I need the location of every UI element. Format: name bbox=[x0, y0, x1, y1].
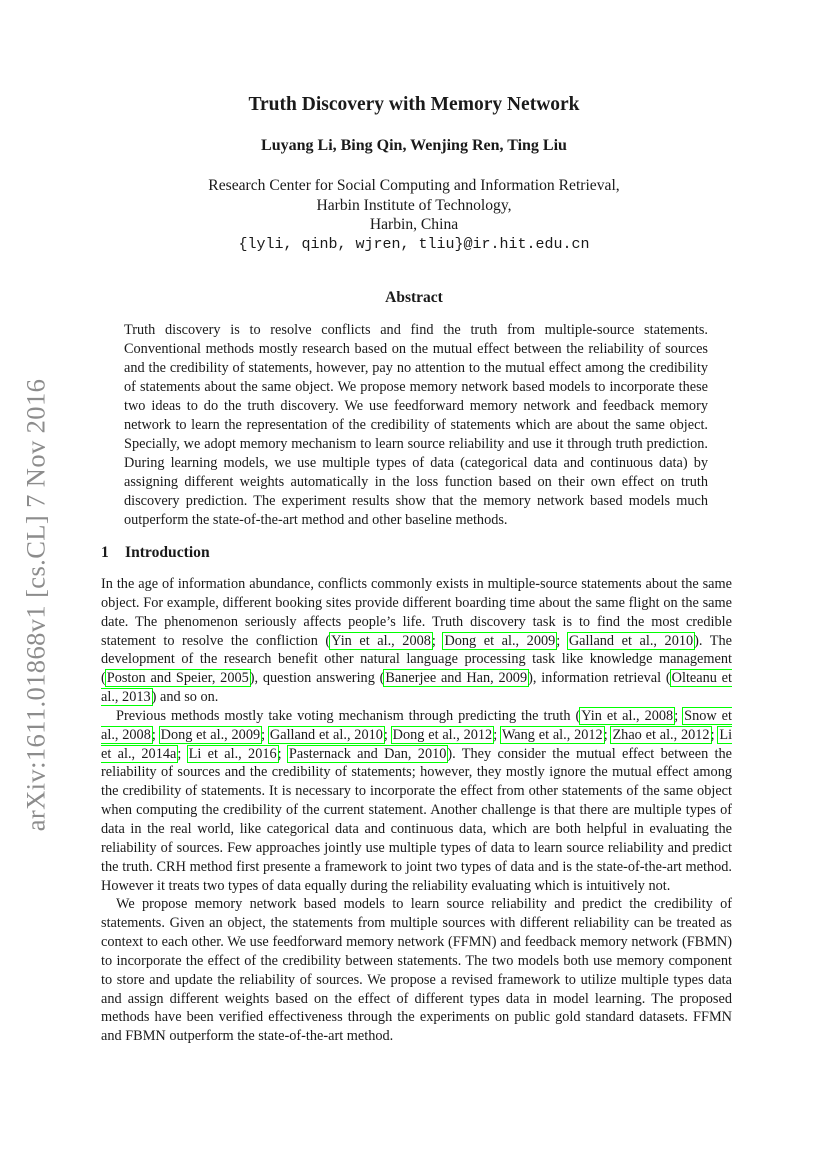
citation-link[interactable]: Yin et al., 2008 bbox=[331, 632, 431, 649]
introduction-body bbox=[101, 575, 732, 1046]
abstract-text: Truth discovery is to resolve conflicts and find the truth from multiple-source statements. Conventional methods mostly research based on the mutual effect between the reliability of sources and the credibility of statements, however, pay no attention to the mutual effect among the credibility of statements about the same object. We propose memory network based models to incorporate these two ideas to do the truth discovery. We use feedforward memory network and feedback memory network to learn the representation of the credibility of statements which are about the same object. Specially, we adopt memory mechanism to learn source reliability and use it through truth prediction. During learning models, we use multiple types of data (categorical data and continuous data) by assigning different weights automatically in the loss function based on their own effect on truth discovery prediction. The experiment results show that the memory network based models much outperform the state-of-the-art method and other baseline methods. bbox=[124, 322, 708, 528]
citation-link[interactable]: Dong et al., 2009 bbox=[444, 632, 556, 649]
paragraph: Previous methods mostly take voting mechanism through predicting the truth (Yin et al., 2008; Snow et al., 2008; Dong et al., 2009; Galland et al., 2010; Dong et al., 2012; Wang et al., 2012; Zhao et al., 2012; Li et al., 2014a; Li et al., 2016; Pasternack and Dan, 2010). They consider the mutual effect between the reliability of sources and the credibility of statements; however, they mostly ignore the mutual effect among the credibility of statements. It is necessary to incorporate the effect from other statements of the same object when computing the credibility of the current statement. Another challenge is that there are multiple types of data in the real world, like categorical data and continuous data, which are both helpful in evaluating the reliability of sources. Few approaches jointly use multiple types of data to learn source reliability and predict the truth. CRH method first presente a framework to joint two types of data and is the state-of-the-art method. However it treats two types of data equally during the reliability evaluating which is intuitively not. bbox=[101, 707, 733, 894]
affiliation-block bbox=[0, 176, 828, 254]
paper-title: Truth Discovery with Memory Network bbox=[248, 94, 580, 115]
citation-link[interactable]: Wang et al., 2012 bbox=[501, 726, 603, 743]
paragraph: In the age of information abundance, conflicts commonly exists in multiple-source statements about the same object. For example, different booking sites provide different boarding time about the same flight on the same date. The phenomenon seriously affects people’s life. Truth discovery task is to find the most credible statement to resolve the confliction (Yin et al., 2008; Dong et al., 2009; Galland et al., 2010). The development of the research benefit other natural language processing task like knowledge management (Poston and Speier, 2005), question answering (Banerjee and Han, 2009), information retrieval (Olteanu et al., 2013) and so on. bbox=[101, 576, 733, 706]
citation-link[interactable]: Li et al., 2014a bbox=[101, 726, 733, 762]
section-title: Introduction bbox=[125, 544, 210, 561]
section-heading bbox=[101, 544, 210, 562]
citation-link[interactable]: Snow et al., 2008 bbox=[101, 707, 733, 743]
citation-link[interactable]: Olteanu et al., 2013 bbox=[101, 670, 732, 706]
citation-link[interactable]: Yin et al., 2008 bbox=[581, 707, 674, 724]
abstract-heading: Abstract bbox=[385, 289, 443, 306]
affiliation-line: Harbin Institute of Technology, bbox=[316, 196, 512, 214]
arxiv-identifier: arXiv:1611.01868v1 [cs.CL] 7 Nov 2016 bbox=[20, 378, 51, 832]
citation-link[interactable]: Li et al., 2016 bbox=[188, 745, 277, 762]
citation-link[interactable]: Dong et al., 2012 bbox=[392, 726, 493, 743]
citation-link[interactable]: Banerjee and Han, 2009 bbox=[385, 670, 528, 687]
citation-link[interactable]: Dong et al., 2009 bbox=[160, 726, 261, 743]
citation-link[interactable]: Galland et al., 2010 bbox=[568, 632, 694, 649]
citation-link[interactable]: Pasternack and Dan, 2010 bbox=[288, 745, 447, 762]
arxiv-identifier-sidebar bbox=[12, 365, 60, 845]
citation-link[interactable]: Poston and Speier, 2005 bbox=[106, 670, 249, 687]
affiliation-line: Research Center for Social Computing and Information Retrieval, bbox=[208, 177, 620, 194]
author-list: Luyang Li, Bing Qin, Wenjing Ren, Ting Liu bbox=[261, 137, 567, 154]
author-emails: {lyli, qinb, wjren, tliu}@ir.hit.edu.cn bbox=[238, 235, 590, 253]
paragraph: We propose memory network based models to learn source reliability and predict the credibility of statements. Given an object, the statements from multiple sources with different reliability can be treated as context to each other. We use feedforward memory network (FFMN) and feedback memory network (FBMN) to incorporate the effect of the credibility between statements. The two models both use memory component to store and update the reliability of sources. We propose a revised framework to utilize multiple types data and assign different weights based on the effect of different types data in model learning. The proposed methods have been verified effectiveness through the experiments on public gold standard datasets. FFMN and FBMN outperform the state-of-the-art method. bbox=[101, 896, 732, 1045]
affiliation-line: Harbin, China bbox=[369, 216, 459, 234]
section-number: 1 bbox=[101, 544, 109, 561]
citation-link[interactable]: Zhao et al., 2012 bbox=[612, 726, 710, 743]
citation-link[interactable]: Galland et al., 2010 bbox=[269, 726, 383, 743]
